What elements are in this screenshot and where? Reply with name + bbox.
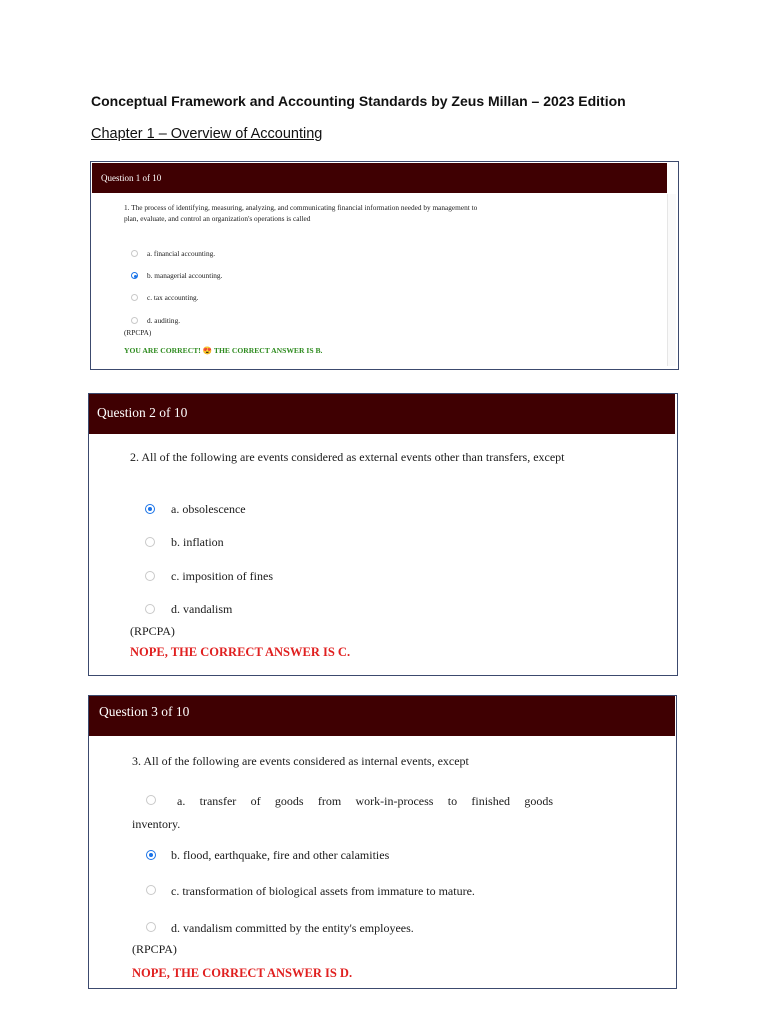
question-card-2: [88, 393, 678, 676]
option-b-label[interactable]: b. inflation: [171, 535, 224, 549]
question-header: Question 2 of 10: [89, 394, 675, 434]
question-stem: 1. The process of identifying, measuring, analyzing, and communicating financial information needed by management to plan, evaluate, and control an organization's operations is called: [124, 203, 478, 223]
option-a-label[interactable]: a. financial accounting.: [147, 249, 216, 258]
option-c-label[interactable]: c. tax accounting.: [147, 293, 199, 302]
question-card-3: [88, 695, 677, 989]
question-stem: 3. All of the following are events considered as internal events, except: [132, 754, 469, 768]
question-source: (RPCPA): [132, 942, 177, 956]
question-header: Question 1 of 10: [92, 163, 667, 193]
answer-feedback: NOPE, THE CORRECT ANSWER IS D.: [132, 966, 353, 980]
radio-option-a[interactable]: [146, 795, 156, 805]
question-source: (RPCPA): [130, 624, 175, 638]
option-b-label[interactable]: b. managerial accounting.: [147, 271, 223, 280]
chapter-title: Chapter 1 – Overview of Accounting: [91, 126, 323, 142]
option-d-label[interactable]: d. vandalism committed by the entity's employees.: [171, 921, 414, 935]
option-d-label[interactable]: d. auditing.: [147, 316, 181, 325]
radio-option-b[interactable]: [131, 272, 138, 279]
radio-option-d[interactable]: [131, 317, 138, 324]
radio-option-c[interactable]: [145, 571, 155, 581]
radio-option-c[interactable]: [131, 294, 138, 301]
question-stem: 2. All of the following are events considered as external events other than transfers, except: [130, 450, 565, 464]
option-b-label[interactable]: b. flood, earthquake, fire and other calamities: [171, 848, 390, 862]
question-source: (RPCPA): [124, 328, 152, 337]
option-c-label[interactable]: c. transformation of biological assets from immature to mature.: [171, 884, 475, 898]
document-title: Conceptual Framework and Accounting Standards by Zeus Millan – 2023 Edition: [91, 93, 626, 109]
radio-option-c[interactable]: [146, 885, 156, 895]
question-card-1: [90, 161, 679, 370]
radio-option-a[interactable]: [131, 250, 138, 257]
radio-option-d[interactable]: [145, 604, 155, 614]
option-d-label[interactable]: d. vandalism: [171, 602, 233, 616]
question-header: Question 3 of 10: [89, 696, 675, 736]
option-a-label[interactable]: a. obsolescence: [171, 502, 246, 516]
option-a-label-continuation[interactable]: inventory.: [132, 817, 181, 831]
radio-option-a[interactable]: [145, 504, 155, 514]
option-a-label[interactable]: a. transfer of goods from work-in-process to finished goods: [177, 794, 553, 808]
scrollbar[interactable]: [667, 194, 676, 366]
radio-option-d[interactable]: [146, 922, 156, 932]
answer-feedback: YOU ARE CORRECT! 😍 THE CORRECT ANSWER IS B.: [124, 346, 323, 355]
option-c-label[interactable]: c. imposition of fines: [171, 569, 273, 583]
answer-feedback: NOPE, THE CORRECT ANSWER IS C.: [130, 645, 351, 659]
radio-option-b[interactable]: [145, 537, 155, 547]
radio-option-b[interactable]: [146, 850, 156, 860]
